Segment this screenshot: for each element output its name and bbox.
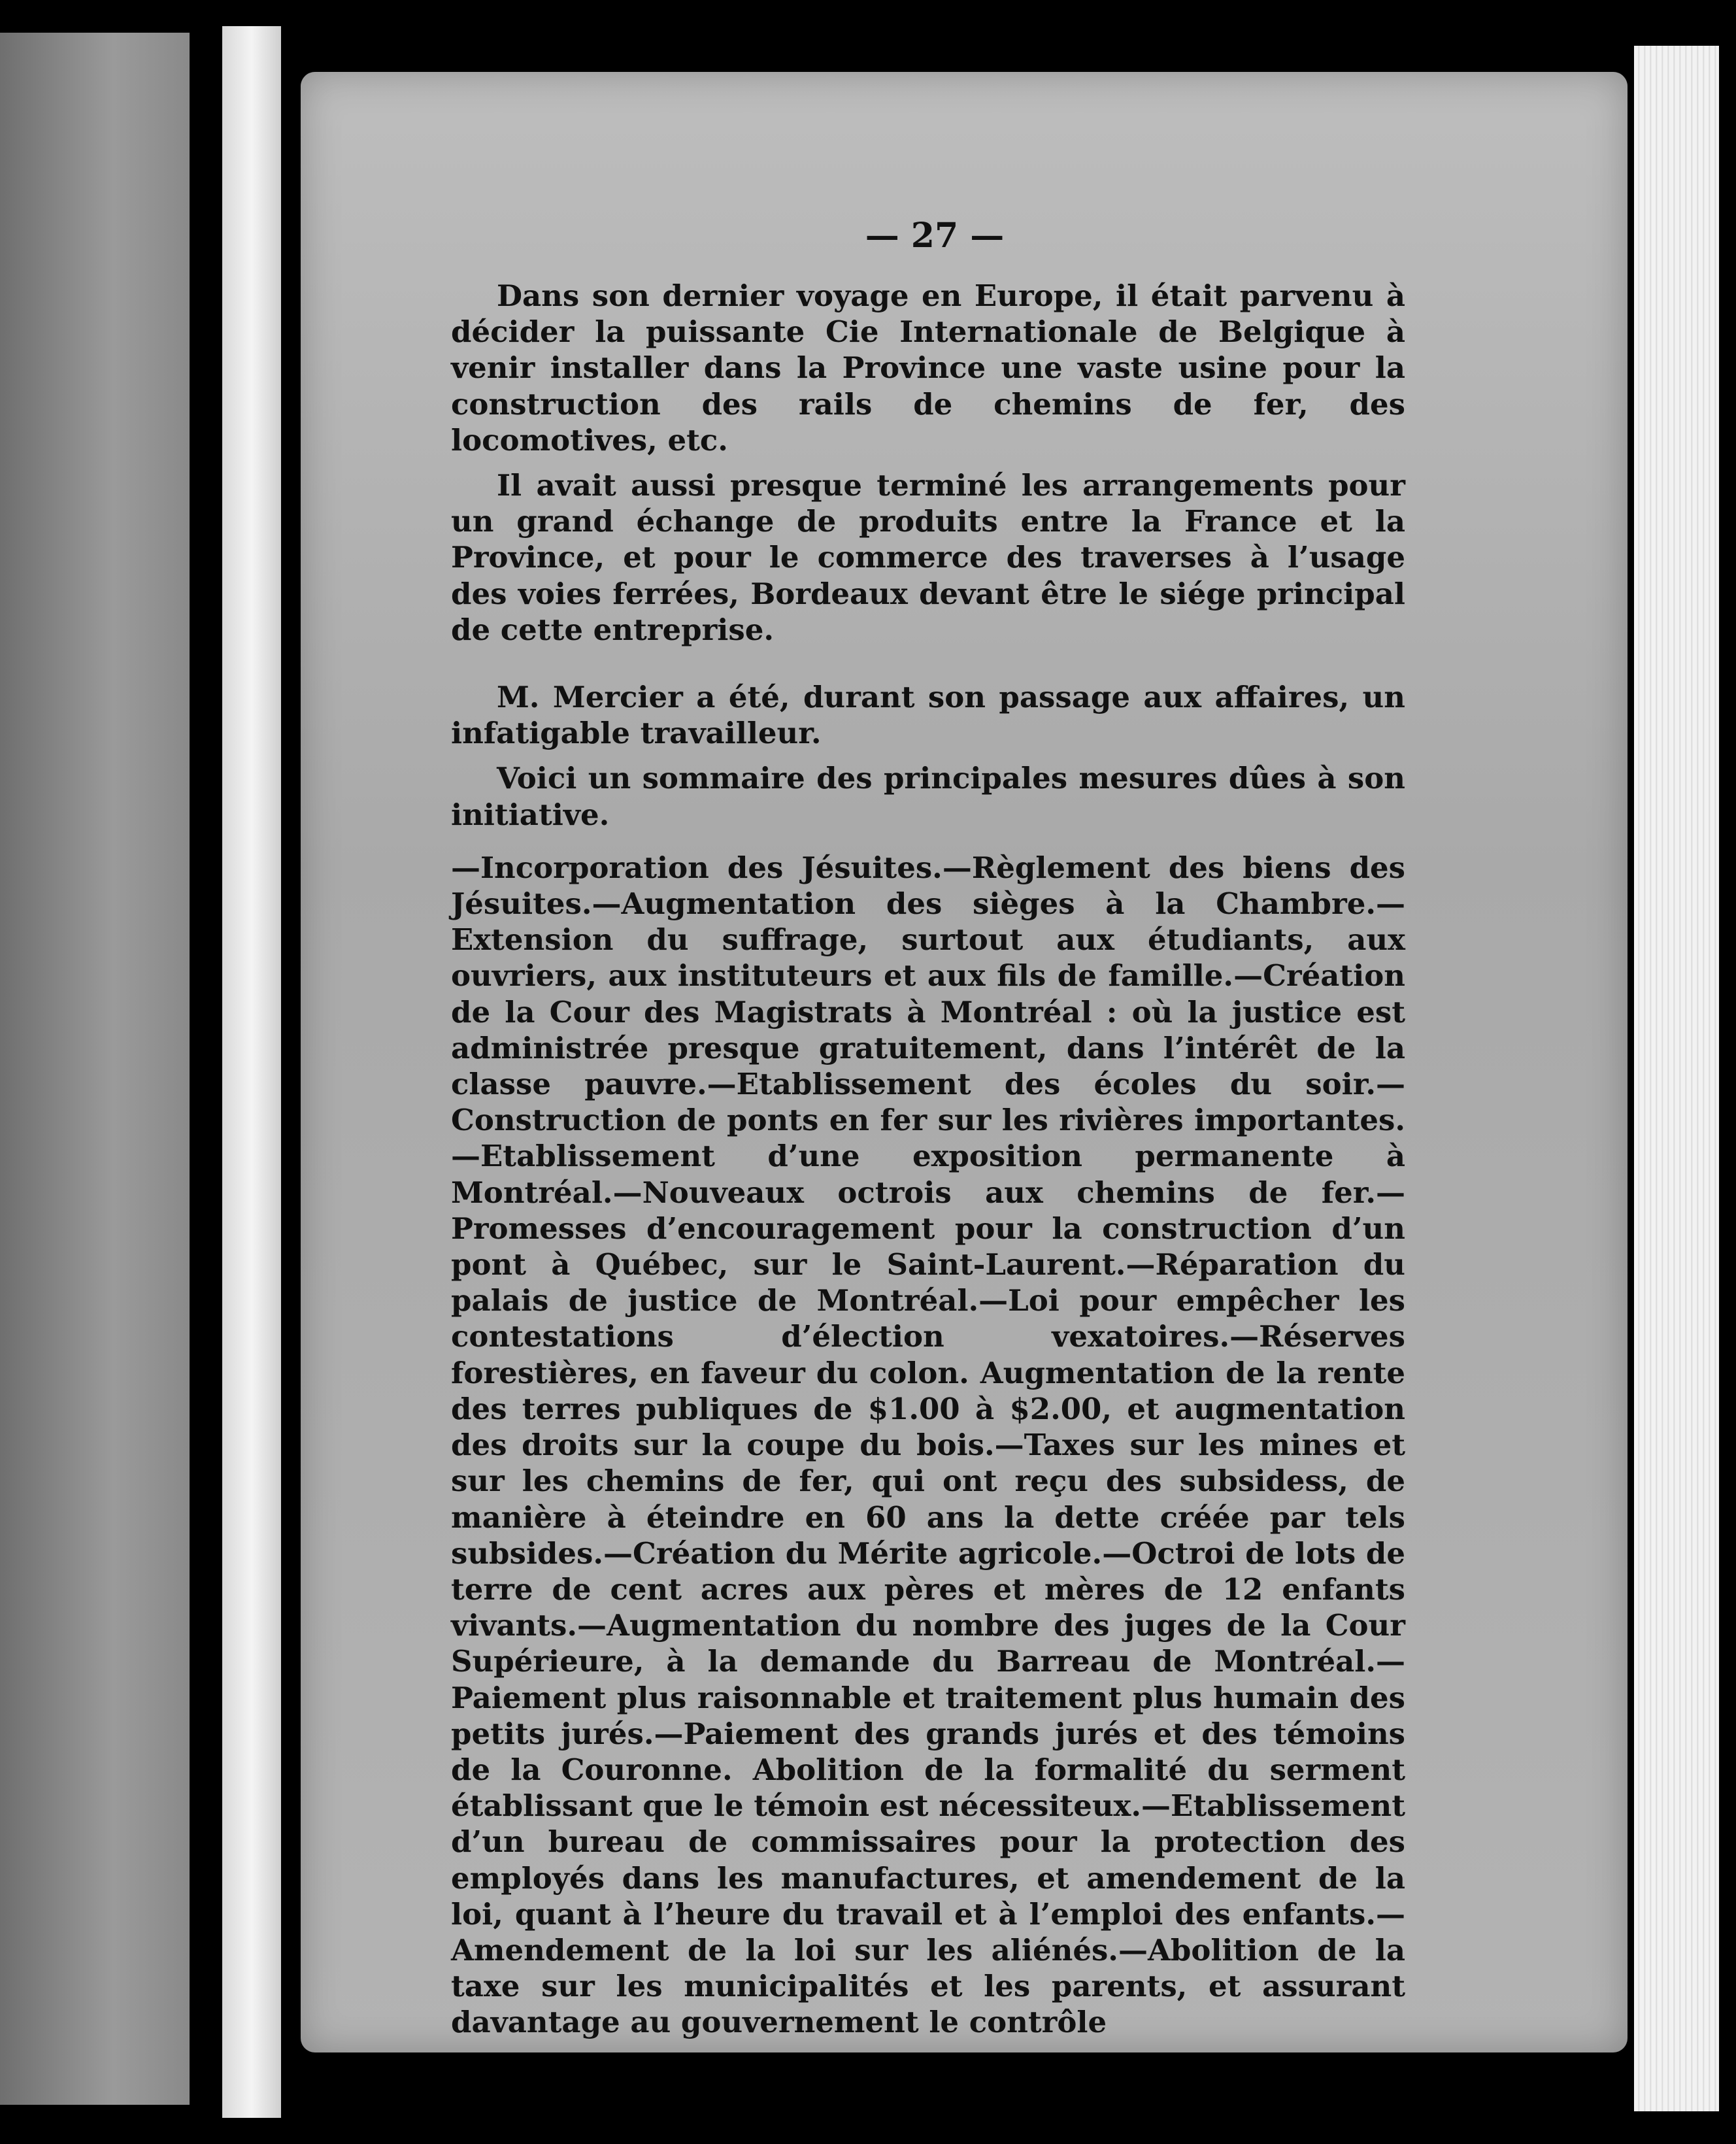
paragraph-sommaire: Voici un sommaire des principales mesures dûes à son initiative.: [451, 761, 1405, 832]
paragraph-voyage: Dans son dernier voyage en Europe, il était parvenu à décider la puissante Cie Internationale de Belgique à venir installer dans la Province une vaste usine pour la construction des rails de chemins de fer, des locomotives, etc.: [451, 278, 1405, 458]
paragraph-travailleur: M. Mercier a été, durant son passage aux affaires, un infatigable travailleur.: [451, 680, 1405, 751]
paragraph-arrangements: Il avait aussi presque terminé les arrangements pour un grand échange de produits entre la France et la Province, et pour le commerce des traverses à l’usage des voies ferrées, Bordeaux devant être le siége principal de cette entreprise.: [451, 468, 1405, 647]
page-stack-edge: [1634, 46, 1719, 2111]
paragraph-mesures: —Incorporation des Jésuites.—Règlement des biens des Jésuites.—Augmentation des sièges à la Chambre.—Extension du suffrage, surtout aux étudiants, aux ouvriers, aux instituteurs et aux fils de famille.—Création de la Cour des Magistrats à Montréal : où la justice est administrée presque gratuitement, dans l’intérêt de la classe pauvre.—Etablissement des écoles du soir.—Construction de ponts en fer sur les rivières importantes.—Etablissement d’une exposition permanente à Montréal.—Nouveaux octrois aux chemins de fer.—Promesses d’encouragement pour la construction d’un pont à Québec, sur le Saint-Laurent.—Réparation du palais de justice de Montréal.—Loi pour empêcher les contestations d’élection vexatoires.—Réserves forestières, en faveur du colon. Augmentation de la rente des terres publiques de $1.00 à $2.00, et augmentation des droits sur la coupe du bois.—Taxes sur les mines et sur les chemins de fer, qui ont reçu des subsidess, de manière à éteindre en 60 ans la dette créée par tels subsides.—Création du Mérite agricole.—Octroi de lots de terre de cent acres aux pères et mères de 12 enfants vivants.—Augmentation du nombre des juges de la Cour Supérieure, à la demande du Barreau de Montréal.—Paiement plus raisonnable et traitement plus humain des petits jurés.—Paiement des grands jurés et des témoins de la Couronne. Abolition de la formalité du serment établissant que le témoin est nécessiteux.—Etablissement d’un bureau de commissaires pour la protection des employés dans les manufactures, et amendement de la loi, quant à l’heure du travail et à l’emploi des enfants.—Amendement de la loi sur les aliénés.—Abolition de la taxe sur les municipalités et les parents, et assurant davantage au gouvernement le contrôle: [451, 850, 1405, 2040]
left-page-edge: [0, 33, 190, 2105]
book-gutter: [222, 26, 281, 2118]
page-body: [451, 278, 1405, 2041]
page-number: — 27 —: [865, 216, 1005, 256]
